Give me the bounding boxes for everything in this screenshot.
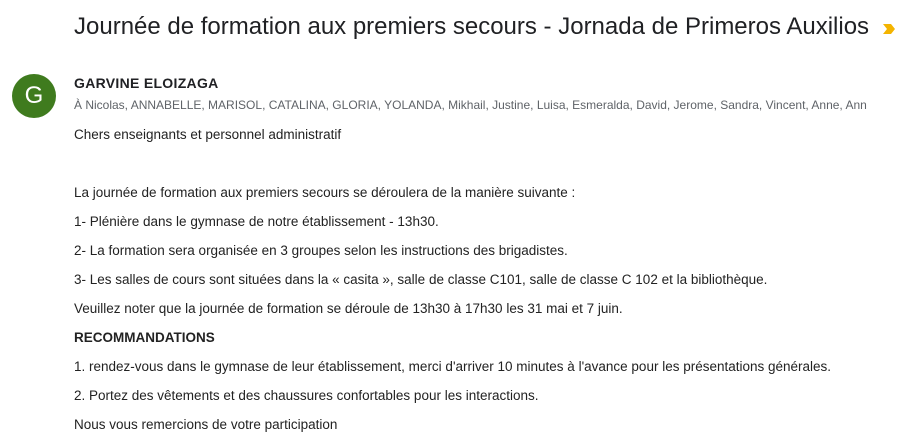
body-intro: La journée de formation aux premiers secours se déroulera de la manière suivante : [74,185,576,200]
sender-name[interactable]: GARVINE ELOIZAGA [74,75,219,91]
body-step-1: 1- Plénière dans le gymnase de notre établissement - 13h30. [74,214,439,229]
sender-avatar[interactable] [12,74,56,118]
body-greeting: Chers enseignants et personnel administratif [74,127,342,142]
recipients-list[interactable]: À Nicolas, ANNABELLE, MARISOL, CATALINA, GLORIA, YOLANDA, Mikhail, Justine, Luisa, Esmeralda, David, Jerome, Sandra, Vincent, Anne, Ann [74,98,867,112]
email-subject: Journée de formation aux premiers secours - Jornada de Primeros Auxilios [74,13,870,40]
recommendation-1: 1. rendez-vous dans le gymnase de leur établissement, merci d'arriver 10 minutes à l'avance pour les présentations générales. [74,359,832,374]
body-step-3: 3- Les salles de cours sont situées dans la « casita », salle de classe C101, salle de classe C 102 et la bibliothèque. [74,272,768,287]
recommendation-2: 2. Portez des vêtements et des chaussures confortables pour les interactions. [74,388,539,403]
recommendations-heading: RECOMMANDATIONS [74,330,215,345]
subject-row [74,10,924,44]
body-step-2: 2- La formation sera organisée en 3 groupes selon les instructions des brigadistes. [74,243,568,258]
importance-marker-icon[interactable] [881,21,897,37]
body-closing: Nous vous remercions de votre participation [74,417,338,432]
body-note: Veuillez noter que la journée de formation se déroule de 13h30 à 17h30 les 31 mai et 7 juin. [74,301,623,316]
avatar-letter: G [24,82,44,109]
